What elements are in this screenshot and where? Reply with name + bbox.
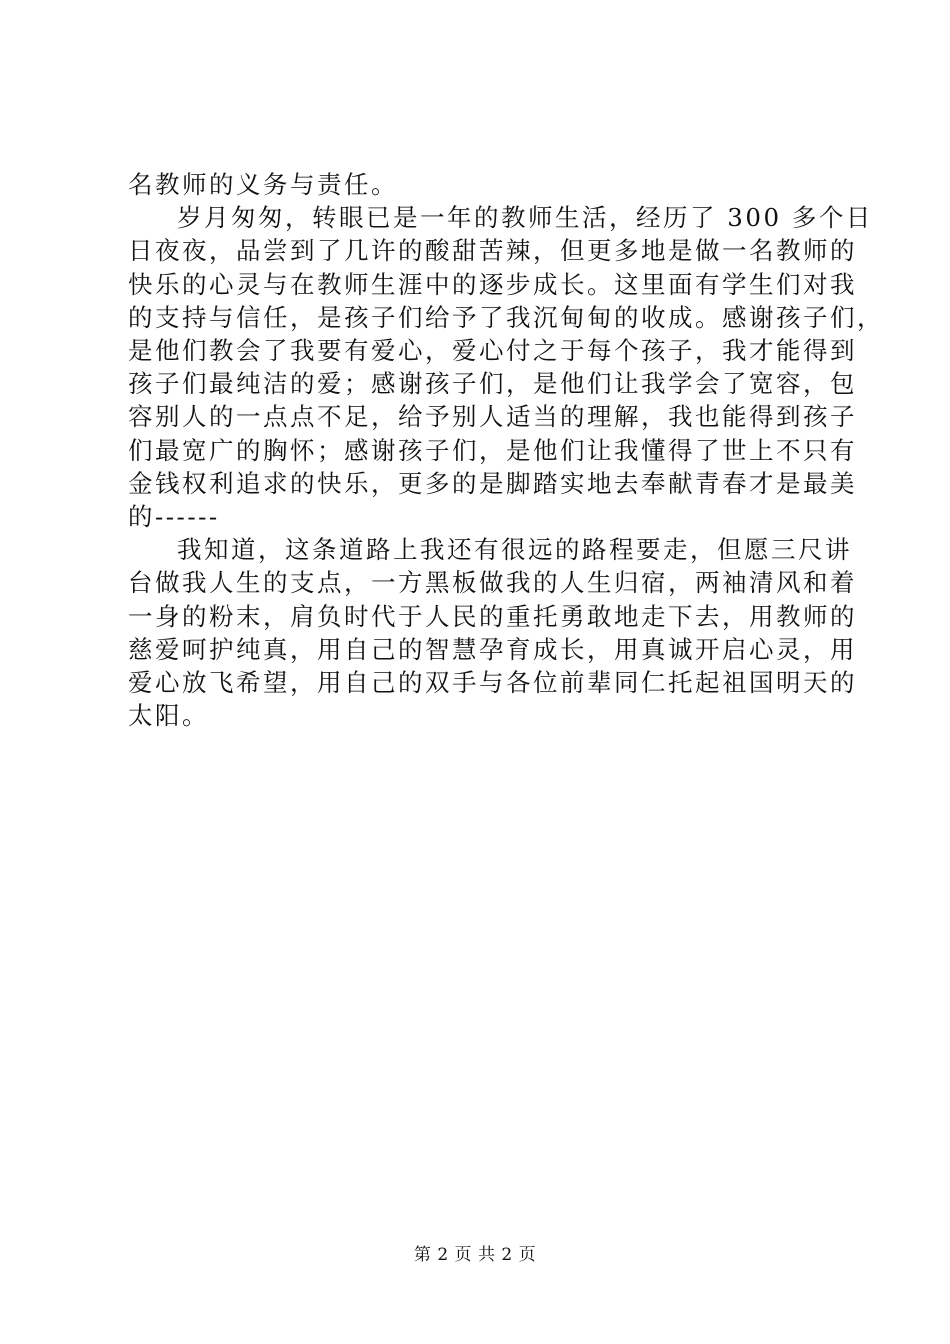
text-line: 一身的粉末，肩负时代于人民的重托勇敢地走下去，用教师的	[128, 601, 857, 631]
text-line: 快乐的心灵与在教师生涯中的逐步成长。这里面有学生们对我	[128, 269, 857, 299]
text-line: 爱心放飞希望，用自己的双手与各位前辈同仁托起祖国明天的	[128, 668, 857, 698]
text-line: 台做我人生的支点，一方黑板做我的人生归宿，两袖清风和着	[128, 568, 857, 598]
paragraph-2	[128, 201, 884, 533]
text-line: 孩子们最纯洁的爱；感谢孩子们，是他们让我学会了宽容，包	[128, 369, 857, 399]
text-line: 太阳。	[128, 701, 209, 731]
text-line: 慈爱呵护纯真，用自己的智慧孕育成长，用真诚开启心灵，用	[128, 634, 857, 664]
text-line: 名教师的义务与责任。	[128, 170, 398, 199]
text-line: 是他们教会了我要有爱心，爱心付之于每个孩子，我才能得到	[128, 336, 857, 366]
document-body	[128, 168, 884, 732]
paragraph-1	[128, 168, 848, 201]
page-footer	[0, 1244, 950, 1266]
text-line: 我知道，这条道路上我还有很远的路程要走，但愿三尺讲	[177, 535, 852, 565]
text-line: 岁月匆匆，转眼已是一年的教师生活，经历了 300 多个日	[177, 203, 873, 233]
page-number: 第 2 页 共 2 页	[413, 1245, 537, 1265]
text-line: 日夜夜，品尝到了几许的酸甜苦辣，但更多地是做一名教师的	[128, 236, 857, 266]
text-line: 的支持与信任，是孩子们给予了我沉甸甸的收成。感谢孩子们，	[128, 302, 884, 332]
text-line: 容别人的一点点不足，给予别人适当的理解，我也能得到孩子	[128, 402, 857, 432]
text-line: 的------	[128, 502, 220, 532]
text-line: 金钱权利追求的快乐，更多的是脚踏实地去奉献青春才是最美	[128, 468, 857, 498]
paragraph-3	[128, 533, 857, 732]
text-line: 们最宽广的胸怀；感谢孩子们，是他们让我懂得了世上不只有	[128, 435, 857, 465]
